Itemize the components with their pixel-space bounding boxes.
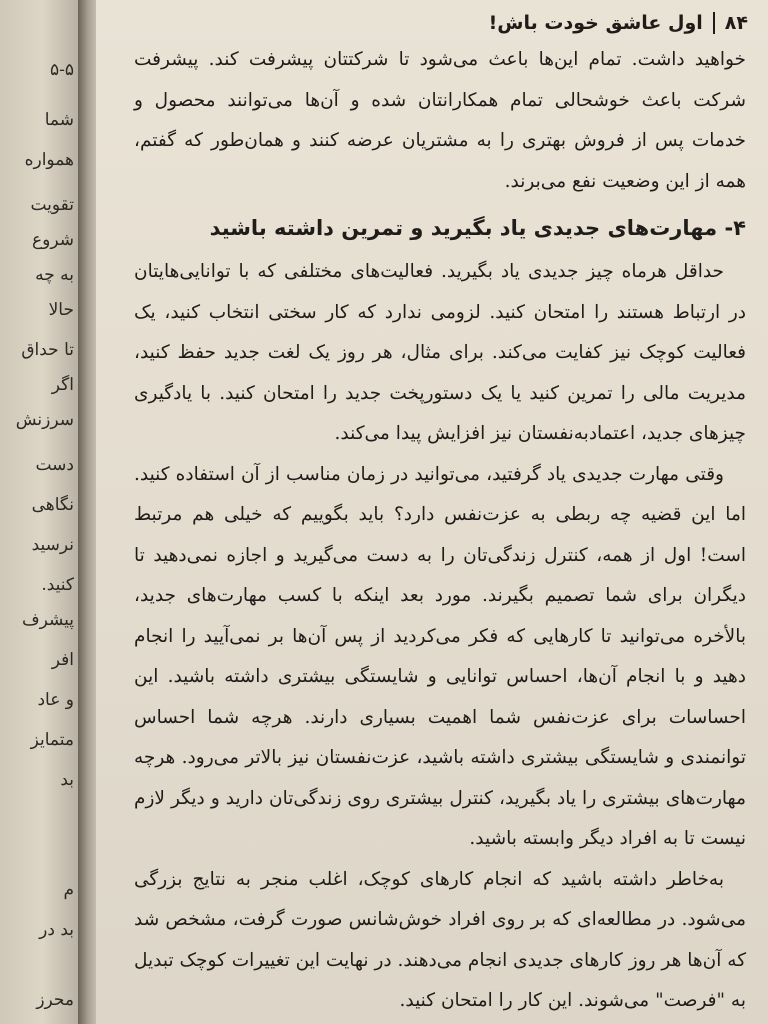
section-heading: ۴- مهارت‌های جدیدی یاد بگیرید و تمرین داشته باشید [209,216,746,240]
left-page-fragment: دست [35,455,74,475]
page-body [134,40,746,1022]
left-page-fragment: حالا [48,300,74,320]
body-paragraph-3: به‌خاطر داشته باشید که انجام کارهای کوچک، اغلب منجر به نتایج بزرگی می‌شود. در مطالعه‌ای که بر روی افراد خوش‌شانس صورت گرفت، مشخص شد که آن‌ها هر روز کارهای جدیدی انجام می‌دهند. در نهایت این تغییرات کوچک تبدیل به "فرصت" می‌شوند. این کار را امتحان کنید. [134,868,746,1011]
left-page-fragment: نگاهی [31,495,74,515]
left-page-fragment: متمایز [30,730,74,750]
left-page-fragment: ۵-۵ [49,60,74,80]
left-page-fragment: کنید. [41,575,74,595]
left-page-fragment: اگر [51,375,74,395]
left-page-fragment: بد در [39,920,74,940]
intro-paragraph: خواهید داشت. تمام این‌ها باعث می‌شود تا شرکتتان پیشرفت کند. پیشرفت شرکت باعث خوشحالی تمام همکارانتان شده و آن‌ها می‌توانند محصول و خدمات پس از فروش بهتری را به مشتریان عرضه کنند و همان‌طور که گفتم، همه از این وضعیت نفع می‌برند. [134,49,746,192]
right-page [96,0,768,1024]
left-page-fragment: به چه [35,265,74,285]
left-page-fragment: م [63,880,74,900]
left-page-fragment: افر [51,650,74,670]
left-page-edge [0,0,78,1024]
left-page-fragment: شروع [32,230,74,250]
book-title: اول عاشق خودت باش! [488,12,703,34]
left-page-fragment: نرسید [31,535,74,555]
page-header [136,6,748,40]
left-page-fragment: محرز [36,990,74,1010]
left-page-fragment: و عاد [37,690,74,710]
page-number: ۸۴ [724,12,748,34]
body-paragraph-1: حداقل هرماه چیز جدیدی یاد بگیرید. فعالیت‌های مختلفی که با توانایی‌هایتان در ارتباط هستند را امتحان کنید. لزومی ندارد که کار سختی انتخاب کنید، یک فعالیت کوچک نیز کفایت می‌کند. برای مثال، هر روز یک لغت جدید حفظ کنید، مدیریت مالی را تمرین کنید یا یک دستورپخت جدید را امتحان کنید. با یادگیری چیزهای جدید، اعتمادبه‌نفستان نیز افزایش پیدا می‌کند. [134,261,746,444]
left-page-fragment: تا حداق [21,340,74,360]
body-paragraph-2: وقتی مهارت جدیدی یاد گرفتید، می‌توانید در زمان مناسب از آن استفاده کنید. اما این قضیه چه ربطی به عزت‌نفس دارد؟ باید بگوییم که خیلی هم مرتبط است! اول از همه، کنترل زندگی‌تان را به دست می‌گیرید و اجازه نمی‌دهید تا دیگران برای شما تصمیم بگیرند. مورد بعد اینکه با کسب مهارت‌های جدید، بالأخره می‌توانید تا کارهایی که فکر می‌کردید از پس آن‌ها بر نمی‌آیید را انجام دهید و با انجام آن‌ها، احساس توانایی و شایستگی بیشتری داشته باشید. این احساسات برای عزت‌نفس شما اهمیت بسیاری دارند. هرچه شما احساس توانمندی و شایستگی بیشتری داشته باشید، عزت‌نفستان نیز بالاتر می‌رود. هرچه مهارت‌های بیشتری را یاد بگیرید، کنترل بیشتری روی زندگی‌تان دارید و دیگر لازم نیست تا به افراد دیگر وابسته باشید. [134,463,746,849]
left-page-fragment: پیشرف [21,610,74,630]
left-page-fragment: همواره [24,150,74,170]
left-page-fragment: بد [60,770,74,790]
left-page-fragment: شما [44,110,74,130]
left-page-fragment: سرزنش [15,410,74,430]
left-page-fragment: تقویت [30,195,74,215]
header-divider [713,12,715,34]
